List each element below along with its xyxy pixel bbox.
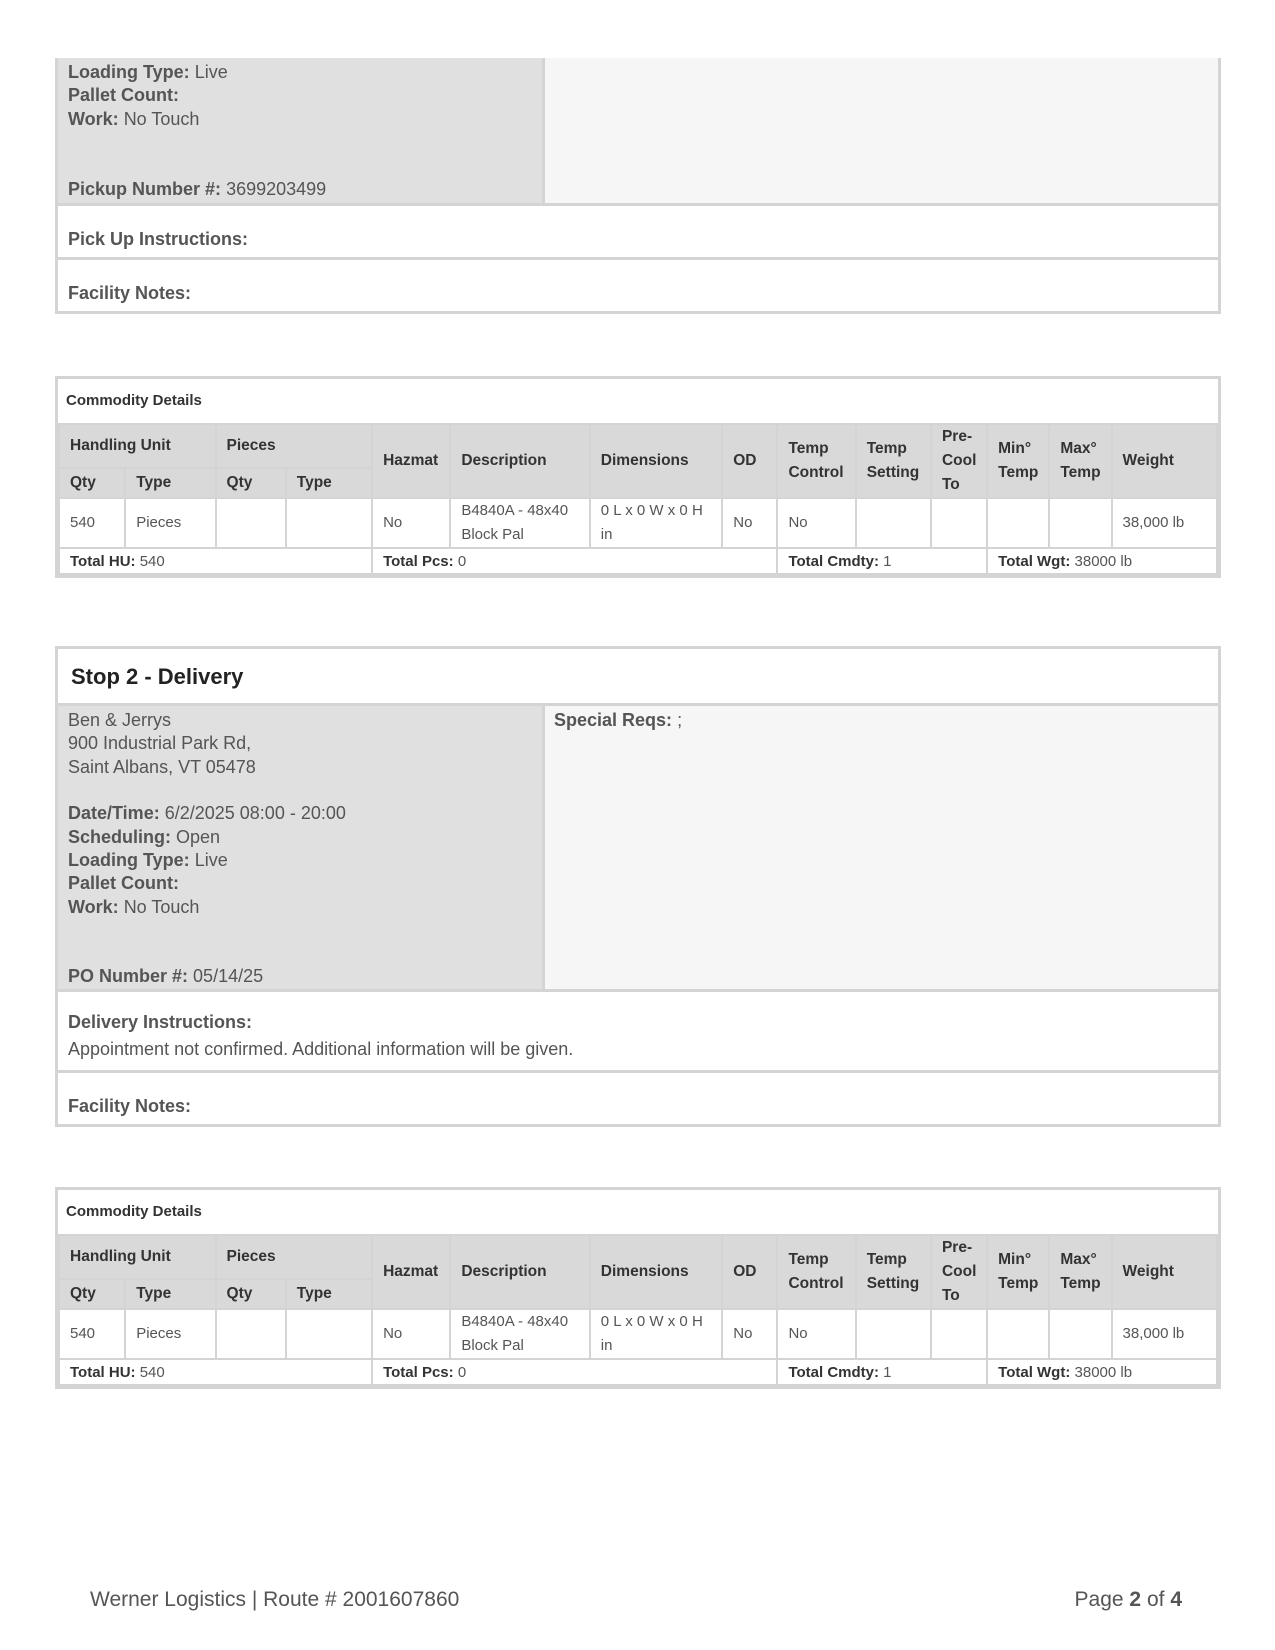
stop2-loading-type: Loading Type: Live	[68, 850, 228, 870]
header-temp-control: Temp Control	[777, 1235, 855, 1309]
header-temp-control: Temp Control	[777, 424, 855, 498]
header-hazmat: Hazmat	[372, 424, 450, 498]
header-dimensions: Dimensions	[590, 424, 722, 498]
footer-route: Werner Logistics | Route # 2001607860	[90, 1588, 460, 1611]
stop2-facility-notes: Facility Notes:	[55, 1070, 1221, 1127]
header-precool: Pre- Cool To	[931, 1235, 987, 1309]
stop2-info-box	[55, 703, 1221, 992]
table-row: 540 Pieces No B4840A - 48x40 Block Pal 0 L x 0 W x 0 H in No No 38,000 lb	[59, 1309, 1217, 1359]
stop1-pickup-number: Pickup Number #: 3699203499	[68, 179, 327, 199]
header-pc-qty: Qty	[216, 468, 286, 498]
header-od: OD	[722, 1235, 777, 1309]
stop2-delivery-instructions: Delivery Instructions: Appointment not confirmed. Additional information will be given.	[55, 989, 1221, 1073]
stop1-left-panel	[58, 58, 545, 203]
stop2-scheduling: Scheduling: Open	[68, 827, 221, 847]
stop2-left-panel	[58, 706, 545, 989]
stop1-info-box	[55, 58, 1221, 206]
totals-row: Total HU: 540 Total Pcs: 0 Total Cmdty: 1 Total Wgt: 38000 lb	[59, 548, 1217, 574]
stop2-special-reqs: Special Reqs: ;	[554, 710, 683, 730]
commodity-title: Commodity Details	[66, 1203, 202, 1220]
stop2-pallet-count: Pallet Count:	[68, 873, 179, 893]
header-pc-type: Type	[286, 468, 372, 498]
header-hazmat: Hazmat	[372, 1235, 450, 1309]
header-description: Description	[450, 424, 589, 498]
header-max-temp: Max° Temp	[1049, 424, 1111, 498]
header-weight: Weight	[1112, 1235, 1217, 1309]
stop2-right-panel	[545, 706, 1218, 989]
header-od: OD	[722, 424, 777, 498]
header-pieces: Pieces	[216, 1235, 373, 1279]
stop2-header	[55, 646, 1221, 706]
header-handling-unit: Handling Unit	[59, 424, 216, 468]
header-hu-qty: Qty	[59, 1279, 125, 1309]
commodity-table-2	[55, 1187, 1221, 1389]
commodity-title: Commodity Details	[66, 392, 202, 409]
header-dimensions: Dimensions	[590, 1235, 722, 1309]
header-pc-qty: Qty	[216, 1279, 286, 1309]
stop1-loading-type: Loading Type: Live	[68, 62, 228, 82]
header-weight: Weight	[1112, 424, 1217, 498]
stop2-work: Work: No Touch	[68, 897, 200, 917]
header-hu-type: Type	[125, 1279, 215, 1309]
totals-row: Total HU: 540 Total Pcs: 0 Total Cmdty: 1 Total Wgt: 38000 lb	[59, 1359, 1217, 1385]
header-max-temp: Max° Temp	[1049, 1235, 1111, 1309]
header-precool: Pre- Cool To	[931, 424, 987, 498]
footer-page-number: Page 2 of 4	[1074, 1588, 1182, 1611]
stop2-date-time: Date/Time: 6/2/2025 08:00 - 20:00	[68, 803, 346, 823]
commodity-table-1	[55, 376, 1221, 578]
stop1-work: Work: No Touch	[68, 109, 200, 129]
stop1-pallet-count: Pallet Count:	[68, 85, 179, 105]
stop2-title: Stop 2 - Delivery	[71, 664, 244, 689]
header-handling-unit: Handling Unit	[59, 1235, 216, 1279]
stop2-facility-name: Ben & Jerrys	[68, 710, 172, 730]
table-row: 540 Pieces No B4840A - 48x40 Block Pal 0 L x 0 W x 0 H in No No 38,000 lb	[59, 498, 1217, 548]
delivery-instructions-text: Appointment not confirmed. Additional information will be given.	[68, 1039, 574, 1059]
header-pc-type: Type	[286, 1279, 372, 1309]
header-pieces: Pieces	[216, 424, 373, 468]
header-temp-setting: Temp Setting	[856, 1235, 931, 1309]
header-min-temp: Min° Temp	[987, 424, 1049, 498]
header-hu-type: Type	[125, 468, 215, 498]
header-min-temp: Min° Temp	[987, 1235, 1049, 1309]
stop2-address2: Saint Albans, VT 05478	[68, 757, 256, 777]
stop1-right-panel	[545, 58, 1218, 203]
stop2-po-number: PO Number #: 05/14/25	[68, 966, 264, 986]
header-description: Description	[450, 1235, 589, 1309]
header-temp-setting: Temp Setting	[856, 424, 931, 498]
stop2-address1: 900 Industrial Park Rd,	[68, 733, 252, 753]
header-hu-qty: Qty	[59, 468, 125, 498]
stop1-pickup-instructions: Pick Up Instructions:	[55, 203, 1221, 260]
stop1-facility-notes: Facility Notes:	[55, 257, 1221, 314]
